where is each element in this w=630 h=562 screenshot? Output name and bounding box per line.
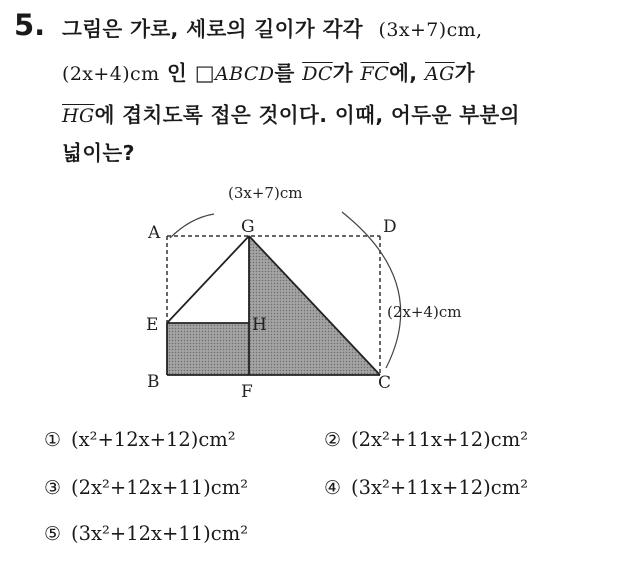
choice-4[interactable]	[324, 476, 528, 499]
width-expression: (3x+7)cm,	[378, 19, 483, 41]
folding-figure	[130, 172, 500, 400]
choice-text: (3x²+11x+12)cm²	[351, 476, 529, 499]
question-text: 에 겹치도록 접은 것이다. 이때, 어두운 부분의	[94, 103, 520, 127]
point-a: A	[148, 223, 161, 243]
segment-ag: $\overline{AG}$	[425, 63, 455, 85]
point-c: C	[378, 373, 392, 393]
point-d: D	[383, 217, 397, 237]
segment-hg: $\overline{HG}$	[62, 105, 95, 127]
question-text: 가	[332, 61, 361, 85]
segment-fc: $\overline{FC}$	[360, 63, 390, 85]
question-line-3	[62, 98, 520, 128]
point-e: E	[146, 315, 159, 335]
question-text: 에,	[389, 61, 425, 85]
rectangle-symbol: □	[194, 61, 216, 85]
choice-text: (3x²+12x+11)cm²	[71, 522, 249, 545]
choice-3[interactable]	[44, 476, 248, 499]
question-line-2	[62, 56, 475, 86]
point-f: F	[241, 382, 253, 400]
question-number: 5.	[14, 8, 46, 42]
question-text: 가	[454, 61, 475, 85]
question-line-1	[62, 12, 482, 42]
shaded-rect-ebfh	[167, 323, 249, 375]
question-text: 를	[274, 61, 303, 85]
choice-mark: ③	[44, 477, 62, 499]
rect-name: ABCD	[215, 63, 275, 85]
choice-text: (x²+12x+12)cm²	[71, 428, 236, 451]
point-h: H	[252, 315, 267, 335]
label-side-dimension: (2x+4)cm	[387, 303, 462, 321]
point-g: G	[241, 217, 255, 237]
choice-2[interactable]	[324, 428, 528, 451]
height-expression: (2x+4)cm	[62, 63, 160, 85]
choice-text: (2x²+11x+12)cm²	[351, 428, 529, 451]
choice-1[interactable]	[44, 428, 236, 451]
choice-text: (2x²+12x+11)cm²	[71, 476, 249, 499]
edge-eg	[167, 236, 249, 323]
fold-arc-left	[170, 214, 214, 238]
choice-5[interactable]	[44, 522, 248, 545]
question-text: 그림은 가로, 세로의 길이가 각각	[62, 17, 363, 41]
figure-svg	[130, 172, 500, 400]
choice-mark: ②	[324, 429, 342, 451]
choice-mark: ①	[44, 429, 62, 451]
label-top-dimension: (3x+7)cm	[228, 184, 303, 202]
question-text: 인	[159, 61, 195, 85]
choice-mark: ⑤	[44, 523, 62, 545]
point-b: B	[147, 372, 160, 392]
segment-dc: $\overline{DC}$	[302, 63, 333, 85]
choice-mark: ④	[324, 477, 342, 499]
question-line-4: 넓이는?	[62, 141, 135, 165]
